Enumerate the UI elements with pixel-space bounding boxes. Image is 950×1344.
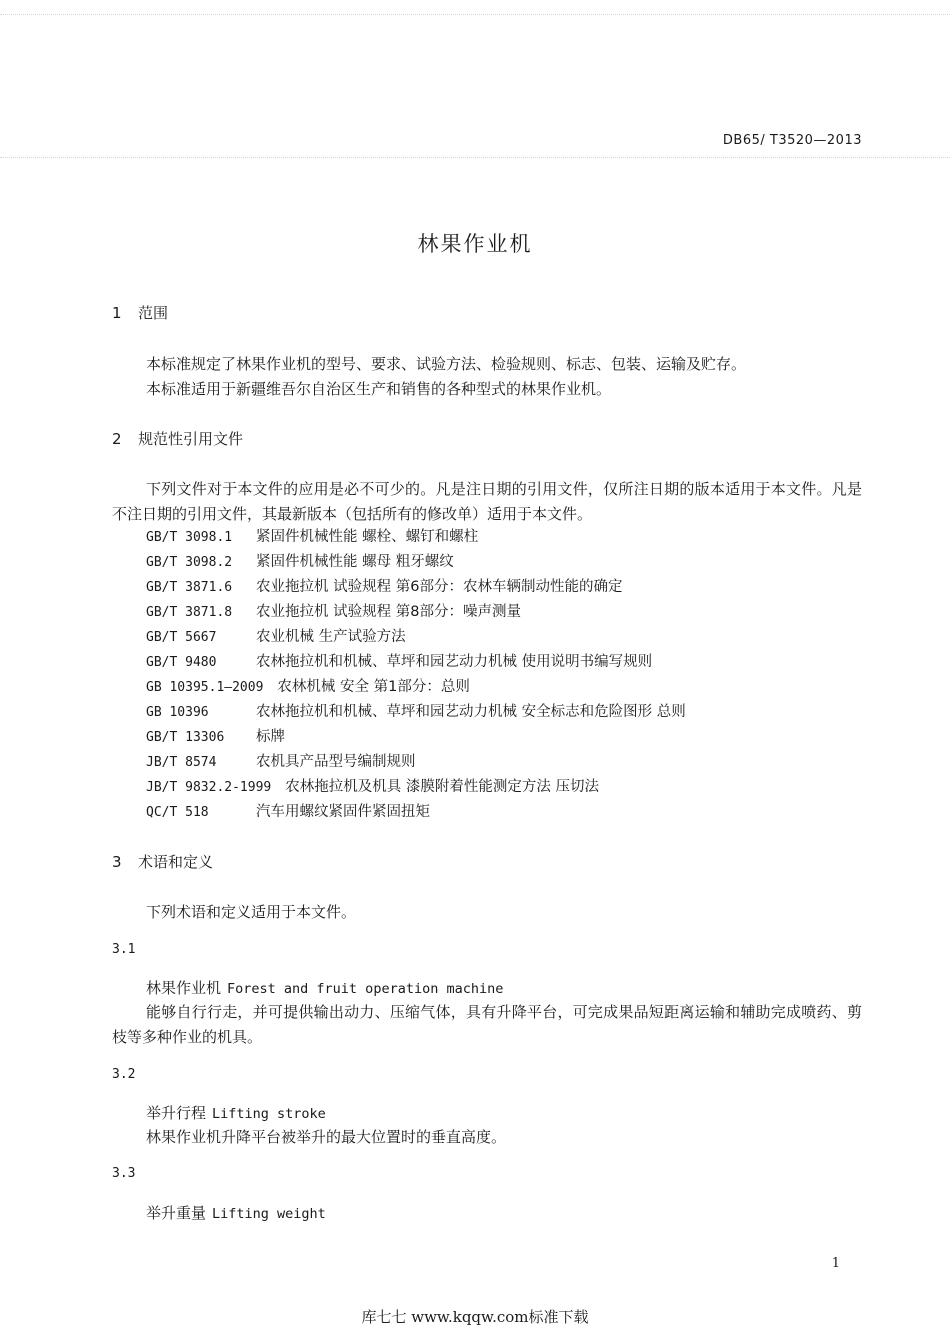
section-title: 规范性引用文件 [138, 430, 244, 448]
section-number: 3 [112, 853, 122, 871]
scan-artifact [0, 157, 950, 158]
reference-code: GB 10395.1—2009 [146, 680, 264, 695]
reference-title: 紧固件机械性能 螺栓、螺钉和螺柱 [256, 529, 479, 545]
reference-code: GB/T 5667 [146, 630, 217, 645]
reference-title: 农林拖拉机和机械、草坪和园艺动力机械 安全标志和危险图形 总则 [256, 704, 686, 720]
term-definition: 能够自行行走，并可提供输出动力、压缩气体，具有升降平台，可完成果品短距离运输和辅助完成喷药、剪枝等多种作业的机具。 [112, 1003, 862, 1046]
reference-code: JB/T 9832.2-1999 [146, 780, 272, 795]
reference-item [146, 575, 686, 600]
section-2-heading [112, 428, 243, 449]
scope-paragraph-2: 本标准适用于新疆维吾尔自治区生产和销售的各种型式的林果作业机。 [146, 380, 612, 398]
section-number: 1 [112, 304, 122, 322]
reference-item [146, 600, 686, 625]
reference-title: 农业拖拉机 试验规程 第8部分：噪声测量 [256, 604, 521, 620]
reference-item [146, 525, 686, 550]
reference-title: 农机具产品型号编制规则 [256, 754, 416, 770]
term-zh: 举升重量 [146, 1204, 207, 1222]
term-heading [146, 977, 503, 998]
reference-code: GB/T 3871.8 [146, 605, 233, 620]
section-3-heading [112, 851, 213, 872]
term-en: Lifting weight [212, 1206, 326, 1222]
terms-intro: 下列术语和定义适用于本文件。 [146, 903, 357, 921]
term-number: 3.3 [112, 1166, 136, 1181]
reference-code: GB/T 9480 [146, 655, 217, 670]
term-number: 3.1 [112, 942, 136, 957]
reference-list [146, 525, 686, 825]
page-number: 1 [831, 1256, 840, 1271]
document-code: DB65/ T3520—2013 [722, 133, 862, 148]
reference-title: 农林机械 安全 第1部分：总则 [277, 679, 470, 695]
reference-title: 农林拖拉机和机械、草坪和园艺动力机械 使用说明书编写规则 [256, 654, 653, 670]
scope-paragraph-1: 本标准规定了林果作业机的型号、要求、试验方法、检验规则、标志、包装、运输及贮存。 [146, 355, 747, 373]
section-title: 术语和定义 [138, 853, 214, 871]
term-heading [146, 1102, 326, 1123]
reference-item [146, 700, 686, 725]
references-intro: 下列文件对于本文件的应用是必不可少的。凡是注日期的引用文件，仅所注日期的版本适用于本文件。凡是不注日期的引用文件，其最新版本（包括所有的修改单）适用于本文件。 [112, 480, 862, 523]
reference-title: 汽车用螺纹紧固件紧固扭矩 [256, 804, 430, 820]
term-heading [146, 1202, 326, 1223]
term-definition: 林果作业机升降平台被举升的最大位置时的垂直高度。 [146, 1128, 507, 1146]
reference-item [146, 750, 686, 775]
page-title: 林果作业机 [417, 232, 533, 256]
reference-item [146, 650, 686, 675]
section-number: 2 [112, 430, 122, 448]
section-1-heading [112, 302, 168, 323]
reference-item [146, 800, 686, 825]
term-number: 3.2 [112, 1067, 136, 1082]
reference-title: 农业机械 生产试验方法 [256, 629, 406, 645]
reference-item [146, 550, 686, 575]
term-zh: 林果作业机 [146, 979, 222, 997]
term-zh: 举升行程 [146, 1104, 207, 1122]
reference-code: GB/T 3871.6 [146, 580, 233, 595]
reference-title: 标牌 [256, 729, 285, 745]
reference-title: 农业拖拉机 试验规程 第6部分：农林车辆制动性能的确定 [256, 579, 623, 595]
reference-item [146, 625, 686, 650]
reference-code: GB/T 3098.1 [146, 530, 233, 545]
reference-title: 农林拖拉机及机具 漆膜附着性能测定方法 压切法 [285, 779, 599, 795]
reference-item [146, 775, 686, 800]
term-en: Lifting stroke [212, 1106, 326, 1122]
reference-code: GB 10396 [146, 705, 209, 720]
scan-artifact [0, 14, 950, 15]
reference-title: 紧固件机械性能 螺母 粗牙螺纹 [256, 554, 454, 570]
reference-item [146, 725, 686, 750]
reference-item [146, 675, 686, 700]
reference-code: QC/T 518 [146, 805, 209, 820]
term-en: Forest and fruit operation machine [227, 981, 504, 997]
reference-code: GB/T 3098.2 [146, 555, 233, 570]
reference-code: GB/T 13306 [146, 730, 225, 745]
section-title: 范围 [138, 304, 169, 322]
reference-code: JB/T 8574 [146, 755, 217, 770]
footer-watermark: 库七七 www.kqqw.com标准下载 [361, 1308, 589, 1326]
